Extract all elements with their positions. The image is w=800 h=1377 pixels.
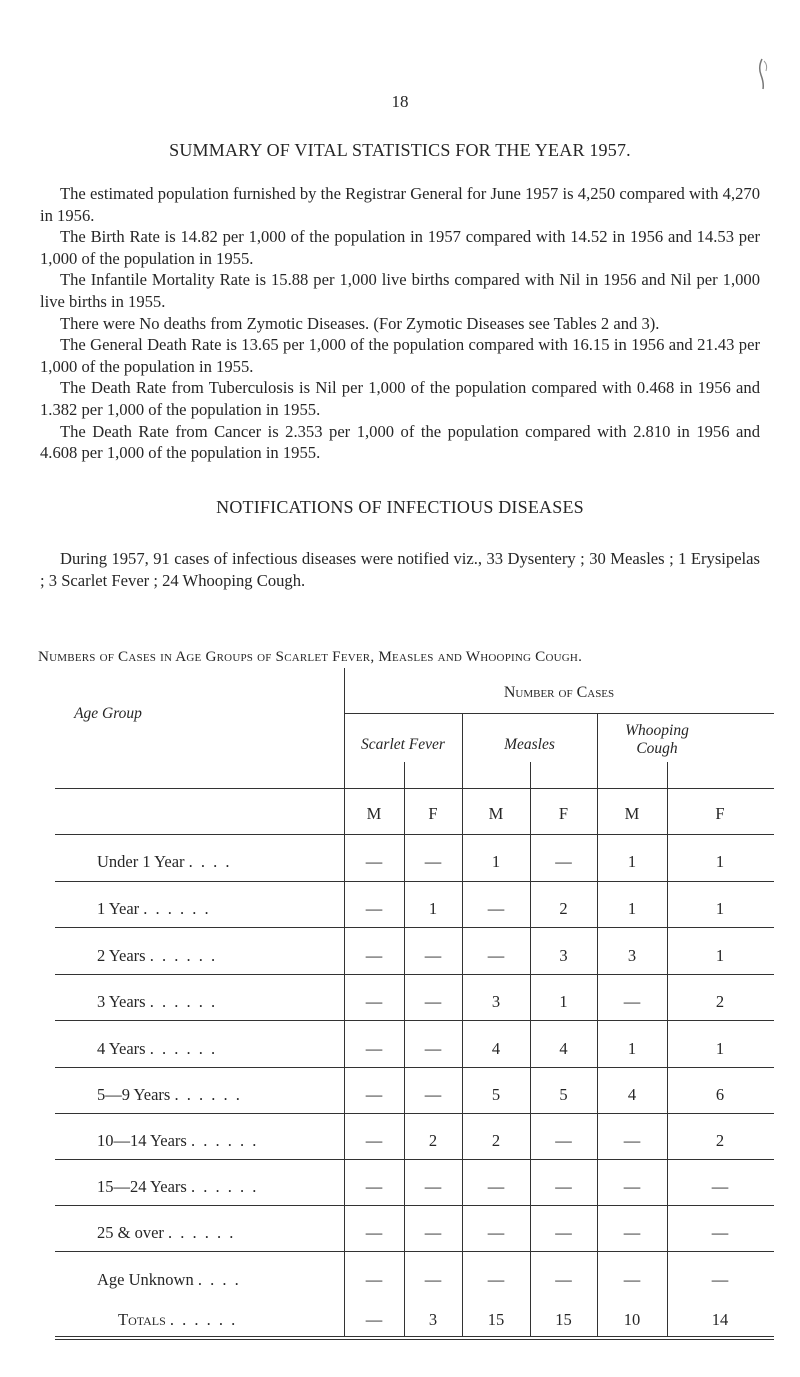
row-label-text: 5—9 Years [97, 1085, 171, 1104]
row-dots: . . . . . . [190, 1177, 259, 1196]
notifications-paragraph: During 1957, 91 cases of infectious diseases were notified viz., 33 Dysentery ; 30 Measles ; 1 Erysipelas ; 3 Scarlet Fever ; 24 Whooping Cough. [40, 549, 760, 590]
row-label-text: 10—14 Years [97, 1131, 187, 1150]
cell: — [424, 852, 442, 871]
cell: — [365, 1270, 383, 1289]
cell: 1 [627, 852, 637, 871]
paragraph-birth-rate: The Birth Rate is 14.82 per 1,000 of the population in 1957 compared with 14.52 in 1956 and 14.53 per 1,000 of the population in 1955. [40, 227, 760, 268]
cell: 2 [715, 992, 725, 1011]
cell: — [711, 1223, 729, 1242]
table-rule [55, 1339, 774, 1340]
cell: — [424, 992, 442, 1011]
cell: — [424, 1223, 442, 1242]
sex-header-m: M [624, 804, 640, 823]
cell: — [365, 1131, 383, 1150]
row-label [97, 992, 217, 1012]
cell: — [555, 1177, 572, 1196]
paragraph-population: The estimated population furnished by the Registrar General for June 1957 is 4,250 compared with 4,270 in 1956. [40, 184, 760, 225]
cell: — [365, 852, 383, 871]
row-label [97, 1085, 242, 1105]
cell: — [365, 992, 383, 1011]
row-label-text: Under 1 Year [97, 852, 185, 871]
cell: — [365, 1177, 383, 1196]
cell: 2 [491, 1131, 501, 1150]
cell: — [424, 946, 442, 965]
cell: — [623, 1223, 641, 1242]
cell: 1 [491, 852, 501, 871]
row-label-text: 25 & over [97, 1223, 164, 1242]
row-dots: . . . . . . [169, 1310, 238, 1329]
total-cell: 10 [623, 1310, 641, 1329]
row-label [97, 1223, 235, 1243]
row-label [97, 899, 211, 919]
row-dots: . . . . [197, 1270, 241, 1289]
cell: — [365, 899, 383, 918]
table-rule [462, 713, 463, 1336]
sex-header-f: F [428, 804, 438, 823]
cell: 6 [715, 1085, 725, 1104]
row-dots: . . . . . . [174, 1085, 242, 1104]
cell: — [487, 1223, 505, 1242]
sex-header-m: M [366, 804, 382, 823]
cell: — [487, 899, 505, 918]
row-label-text: Age Unknown [97, 1270, 194, 1289]
cell: — [487, 1270, 505, 1289]
row-dots: . . . . . . [149, 992, 218, 1011]
cell: — [711, 1270, 729, 1289]
whooping-cough-header: Whooping Cough [625, 722, 689, 757]
cell: 1 [627, 899, 637, 918]
row-label [97, 946, 217, 966]
totals-label-text: Totals [118, 1310, 166, 1329]
cell: — [711, 1177, 729, 1196]
totals-label [118, 1310, 237, 1330]
row-dots: . . . . . . [190, 1131, 259, 1150]
number-of-cases-header: Number of Cases [503, 684, 615, 701]
row-label [97, 1131, 258, 1151]
cell: — [555, 1270, 572, 1289]
paragraph-zymotic: There were No deaths from Zymotic Diseases. (For Zymotic Diseases see Tables 2 and 3). [60, 313, 660, 333]
row-label-text: 2 Years [97, 946, 146, 965]
cell: 2 [559, 899, 568, 918]
paragraph-tuberculosis: The Death Rate from Tuberculosis is Nil per 1,000 of the population compared with 0.468 in 1956 and 1.382 per 1,000 of the population in 1955. [40, 378, 760, 419]
cell: — [487, 1177, 505, 1196]
cell: — [424, 1270, 442, 1289]
paragraph-infant-mortality: The Infantile Mortality Rate is 15.88 per 1,000 live births compared with Nil in 1956 and Nil per 1,000 live births in 1955. [40, 270, 760, 311]
row-label-text: 3 Years [97, 992, 146, 1011]
cell: 5 [559, 1085, 568, 1104]
cell: 1 [428, 899, 438, 918]
row-dots: . . . . . . [149, 1039, 218, 1058]
table-rule [597, 713, 598, 1336]
cell: — [555, 1223, 572, 1242]
cell: — [623, 1270, 641, 1289]
cell: — [424, 1039, 442, 1058]
cell: — [623, 1177, 641, 1196]
cell: — [555, 852, 572, 871]
row-label-text: 1 Year [97, 899, 140, 918]
measles-header: Measles [504, 736, 555, 753]
cell: — [424, 1177, 442, 1196]
cell: 1 [715, 946, 725, 965]
cell: — [365, 946, 383, 965]
sex-header-m: M [488, 804, 504, 823]
cell: 5 [491, 1085, 501, 1104]
scarlet-fever-header: Scarlet Fever [361, 736, 445, 753]
total-cell: 3 [428, 1310, 438, 1329]
row-dots: . . . . [188, 852, 232, 871]
cell: 2 [428, 1131, 438, 1150]
cell: — [555, 1131, 572, 1150]
table-rule [55, 1336, 774, 1337]
cell: 3 [491, 992, 501, 1011]
cell: 3 [559, 946, 568, 965]
page-number: 18 [391, 92, 409, 111]
cell: 4 [627, 1085, 637, 1104]
cell: — [365, 1085, 383, 1104]
cell: 3 [627, 946, 637, 965]
cell: — [623, 1131, 641, 1150]
row-label-text: 4 Years [97, 1039, 146, 1058]
paragraph-death-rate: The General Death Rate is 13.65 per 1,000 of the population compared with 16.15 in 1956 and 21.43 per 1,000 of the population in 1955. [40, 335, 760, 376]
sex-header-f: F [715, 804, 725, 823]
summary-title: SUMMARY OF VITAL STATISTICS FOR THE YEAR 1957. [169, 140, 631, 160]
cell: — [487, 946, 505, 965]
cell: 1 [715, 1039, 725, 1058]
notifications-title: NOTIFICATIONS OF INFECTIOUS DISEASES [216, 497, 584, 517]
cell: 4 [491, 1039, 501, 1058]
total-cell: — [365, 1310, 383, 1329]
row-dots: . . . . . . [149, 946, 218, 965]
row-label-text: 15—24 Years [97, 1177, 187, 1196]
cell: 4 [559, 1039, 568, 1058]
table-caption: Numbers of Cases in Age Groups of Scarlet Fever, Measles and Whooping Cough. [38, 648, 583, 665]
table-rule [344, 668, 345, 1336]
age-group-header-text: Age Group [74, 705, 142, 722]
cell: 1 [559, 992, 568, 1011]
cell: 1 [715, 899, 725, 918]
cell: 2 [715, 1131, 725, 1150]
row-label [97, 852, 232, 872]
total-cell: 14 [711, 1310, 729, 1329]
total-cell: 15 [487, 1310, 505, 1329]
cell: — [365, 1223, 383, 1242]
row-label [97, 1177, 258, 1197]
row-dots: . . . . . . [143, 899, 211, 918]
table-rule [404, 762, 405, 1336]
cell: — [424, 1085, 442, 1104]
cell: — [623, 992, 641, 1011]
row-label [97, 1270, 241, 1290]
cell: 1 [627, 1039, 637, 1058]
table-rule [530, 762, 531, 1336]
cell: 1 [715, 852, 725, 871]
total-cell: 15 [555, 1310, 572, 1329]
table-rule [667, 762, 668, 1336]
sex-header-f: F [558, 804, 569, 823]
table-rule [344, 713, 774, 714]
row-label [97, 1039, 217, 1059]
row-dots: . . . . . . [168, 1223, 236, 1242]
cell: — [365, 1039, 383, 1058]
age-group-header [60, 705, 156, 723]
paragraph-cancer: The Death Rate from Cancer is 2.353 per 1,000 of the population compared with 2.810 in 1956 and 4.608 per 1,000 of the population in 1955. [40, 421, 760, 463]
